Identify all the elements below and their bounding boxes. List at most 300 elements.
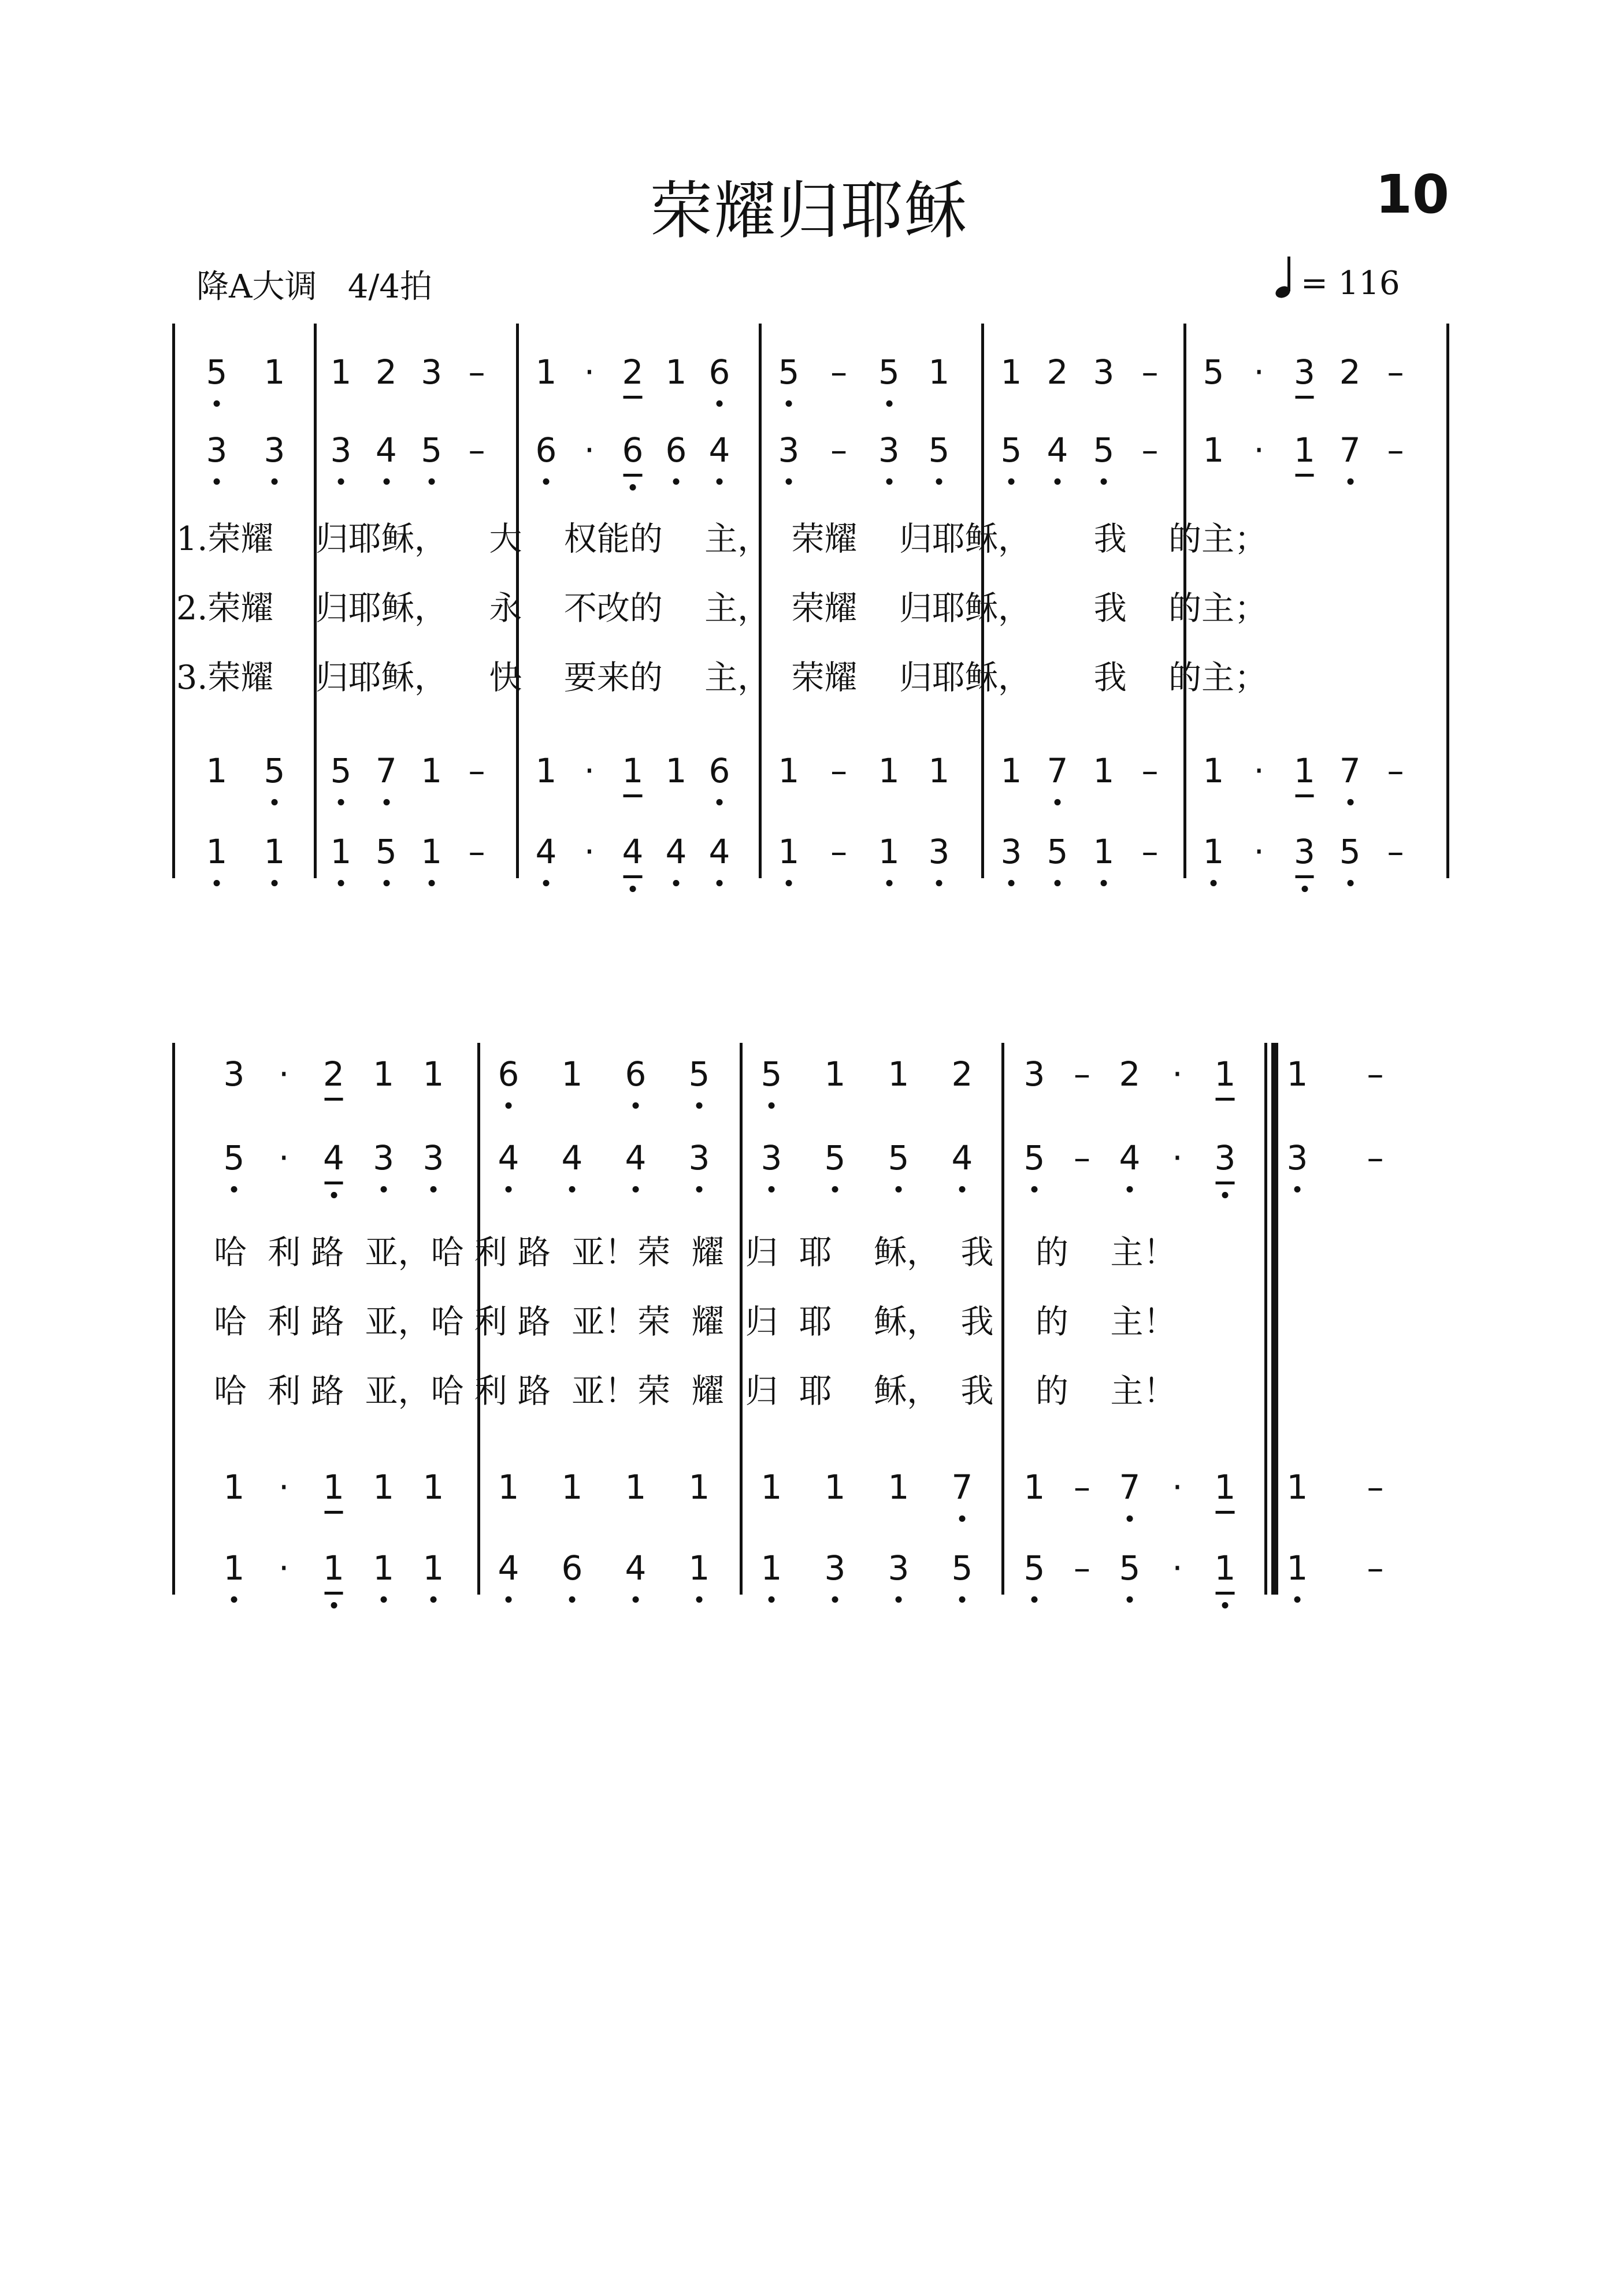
note-token	[1253, 751, 1264, 790]
low-octave-dot	[1055, 880, 1061, 886]
note-token	[778, 751, 800, 790]
note-token	[951, 1467, 973, 1507]
note-text: 1	[373, 1467, 395, 1507]
barline	[1446, 324, 1449, 878]
low-octave-dot	[1294, 1186, 1301, 1192]
note-text: 1	[535, 352, 557, 392]
note-text: 5	[1203, 352, 1224, 392]
note-text: 1	[323, 1548, 344, 1588]
note-token	[375, 832, 397, 871]
note-text: 1	[824, 1467, 846, 1507]
note-token	[1023, 1548, 1045, 1588]
note-text: 5	[928, 430, 950, 470]
note-text: 1	[561, 1467, 583, 1507]
note-text: 2	[1046, 352, 1068, 392]
note-text: 1	[330, 352, 352, 392]
note-token	[584, 430, 595, 470]
low-octave-dot	[569, 1186, 576, 1192]
note-text: 1	[824, 1054, 846, 1094]
note-token	[688, 1054, 710, 1094]
note-text: 1	[688, 1548, 710, 1588]
note-text: 6	[535, 430, 557, 470]
note-token	[330, 832, 352, 871]
note-text: ·	[1172, 1548, 1183, 1588]
note-token	[264, 430, 285, 470]
note-text: 6	[708, 352, 730, 392]
low-octave-dot	[769, 1596, 775, 1603]
low-octave-dot	[272, 799, 278, 805]
note-token	[1387, 832, 1404, 871]
note-token	[264, 751, 285, 790]
note-token	[1046, 352, 1068, 392]
note-token	[760, 1548, 782, 1588]
note-text: 1	[1203, 751, 1224, 790]
underline-mark	[324, 1182, 343, 1184]
note-token	[1286, 1138, 1308, 1177]
underline-mark	[1295, 396, 1314, 399]
note-text: 4	[323, 1138, 344, 1177]
note-token	[665, 832, 687, 871]
low-octave-dot	[1302, 886, 1308, 892]
note-token	[1141, 430, 1159, 470]
low-octave-dot	[214, 400, 220, 407]
low-octave-dot	[272, 880, 278, 886]
note-token	[323, 1467, 344, 1507]
note-text: 1	[625, 1467, 647, 1507]
underline-mark	[624, 474, 643, 477]
note-text: ·	[1172, 1467, 1183, 1507]
note-token	[665, 751, 687, 790]
note-token	[1000, 430, 1022, 470]
note-token	[279, 1548, 290, 1588]
note-text: 1	[928, 751, 950, 790]
low-octave-dot	[331, 1192, 337, 1198]
note-text: 1	[688, 1467, 710, 1507]
note-text: 2	[375, 352, 397, 392]
note-text: 1	[1214, 1467, 1236, 1507]
note-text: 5	[878, 352, 900, 392]
note-text: 1	[264, 352, 285, 392]
note-token	[206, 832, 228, 871]
note-text: 1	[206, 832, 228, 871]
note-text: ·	[1253, 352, 1264, 392]
low-octave-dot	[1211, 880, 1217, 886]
low-octave-dot	[231, 1186, 237, 1192]
note-text: –	[1387, 352, 1404, 392]
note-text: 3	[928, 832, 950, 871]
note-token	[421, 832, 443, 871]
low-octave-dot	[429, 880, 435, 886]
note-text: 1	[1286, 1467, 1308, 1507]
low-octave-dot	[633, 1102, 639, 1109]
note-text: 3	[1093, 352, 1115, 392]
note-token	[264, 832, 285, 871]
note-token	[1214, 1138, 1236, 1177]
note-token	[223, 1138, 245, 1177]
note-token	[223, 1548, 245, 1588]
note-text: –	[1367, 1467, 1384, 1507]
barline	[172, 1043, 175, 1595]
note-token	[584, 832, 595, 871]
note-text: 5	[264, 751, 285, 790]
note-text: 6	[665, 430, 687, 470]
note-text: –	[468, 832, 485, 871]
note-text: 4	[951, 1138, 973, 1177]
low-octave-dot	[896, 1186, 902, 1192]
note-text: –	[468, 352, 485, 392]
low-octave-dot	[338, 478, 344, 485]
note-token	[760, 1054, 782, 1094]
note-text: 4	[622, 832, 644, 871]
underline-mark	[1295, 794, 1314, 797]
lyric-line: 1.荣耀 归耶稣， 大 权能的 主， 荣耀 归耶稣， 我 的主；	[176, 520, 1268, 558]
note-text: 1	[878, 832, 900, 871]
note-token	[1286, 1467, 1308, 1507]
note-token	[1141, 751, 1159, 790]
note-token	[1093, 352, 1115, 392]
note-text: 1	[1286, 1054, 1308, 1094]
note-token	[1387, 430, 1404, 470]
note-text: 1	[888, 1467, 910, 1507]
low-octave-dot	[429, 478, 435, 485]
note-text: 4	[561, 1138, 583, 1177]
note-text: 1	[878, 751, 900, 790]
note-token	[708, 832, 730, 871]
low-octave-dot	[786, 880, 792, 886]
note-token	[1074, 1548, 1090, 1588]
note-text: ·	[1253, 751, 1264, 790]
page-number: 10	[1375, 164, 1450, 225]
note-token	[206, 430, 228, 470]
note-token	[928, 751, 950, 790]
note-token	[625, 1548, 647, 1588]
note-text: 6	[561, 1548, 583, 1588]
note-text: 6	[622, 430, 644, 470]
low-octave-dot	[717, 400, 723, 407]
note-token	[928, 430, 950, 470]
low-octave-dot	[959, 1186, 966, 1192]
note-text: ·	[584, 430, 595, 470]
note-text: –	[1367, 1054, 1384, 1094]
note-token	[625, 1467, 647, 1507]
note-token	[778, 352, 800, 392]
note-text: 5	[1339, 832, 1361, 871]
note-token	[223, 1054, 245, 1094]
note-text: 6	[625, 1054, 647, 1094]
lyric-line: 哈 利 路 亚，哈 利 路 亚！荣 耀 归 耶 稣， 我 的 主！	[214, 1234, 1177, 1272]
note-token	[535, 352, 557, 392]
note-text: 1	[1093, 751, 1115, 790]
low-octave-dot	[633, 1596, 639, 1603]
note-token	[1000, 832, 1022, 871]
note-token	[1286, 1548, 1308, 1588]
note-token	[561, 1138, 583, 1177]
note-text: ·	[1253, 430, 1264, 470]
note-token	[206, 751, 228, 790]
note-text: 1	[1023, 1467, 1045, 1507]
note-text: 1	[421, 832, 443, 871]
note-text: 7	[1046, 751, 1068, 790]
note-text: 1	[421, 751, 443, 790]
note-token	[688, 1138, 710, 1177]
note-text: 4	[498, 1138, 519, 1177]
low-octave-dot	[383, 478, 389, 485]
note-token	[373, 1138, 395, 1177]
note-token	[1023, 1054, 1045, 1094]
note-text: 5	[688, 1054, 710, 1094]
low-octave-dot	[431, 1186, 437, 1192]
note-text: 5	[206, 352, 228, 392]
note-token	[622, 352, 644, 392]
note-text: 1	[778, 751, 800, 790]
note-text: –	[830, 751, 848, 790]
note-token	[1172, 1548, 1183, 1588]
low-octave-dot	[886, 478, 892, 485]
note-token	[422, 1548, 444, 1588]
note-text: 3	[421, 352, 443, 392]
low-octave-dot	[1347, 880, 1353, 886]
note-token	[468, 751, 485, 790]
note-text: –	[1387, 751, 1404, 790]
note-text: 1	[1000, 751, 1022, 790]
note-text: 3	[1294, 352, 1315, 392]
note-token	[1294, 430, 1315, 470]
note-token	[1172, 1138, 1183, 1177]
final-barline-thick	[1271, 1043, 1278, 1595]
note-text: 1	[264, 832, 285, 871]
note-token	[498, 1138, 519, 1177]
note-token	[708, 430, 730, 470]
note-text: –	[1074, 1138, 1090, 1177]
note-text: ·	[279, 1138, 290, 1177]
underline-mark	[324, 1098, 343, 1101]
note-text: 7	[375, 751, 397, 790]
note-token	[422, 1054, 444, 1094]
note-text: 1	[622, 751, 644, 790]
note-token	[688, 1467, 710, 1507]
low-octave-dot	[506, 1102, 512, 1109]
note-token	[888, 1138, 910, 1177]
note-token	[830, 751, 848, 790]
low-octave-dot	[959, 1596, 966, 1603]
low-octave-dot	[769, 1186, 775, 1192]
note-token	[279, 1467, 290, 1507]
note-token	[622, 751, 644, 790]
note-text: 2	[622, 352, 644, 392]
low-octave-dot	[936, 880, 942, 886]
note-token	[951, 1054, 973, 1094]
note-text: 1	[422, 1054, 444, 1094]
note-token	[1367, 1138, 1384, 1177]
low-octave-dot	[1055, 799, 1061, 805]
note-token	[373, 1467, 395, 1507]
low-octave-dot	[673, 880, 680, 886]
note-text: 4	[535, 832, 557, 871]
note-token	[928, 352, 950, 392]
note-token	[951, 1548, 973, 1588]
note-text: 1	[1214, 1548, 1236, 1588]
low-octave-dot	[630, 886, 636, 892]
note-token	[951, 1138, 973, 1177]
low-octave-dot	[832, 1596, 838, 1603]
note-token	[778, 832, 800, 871]
note-text: 3	[824, 1548, 846, 1588]
low-octave-dot	[331, 1602, 337, 1608]
underline-mark	[1216, 1182, 1235, 1184]
note-text: 5	[1046, 832, 1068, 871]
note-token	[622, 430, 644, 470]
note-text: 3	[223, 1054, 245, 1094]
note-token	[535, 751, 557, 790]
note-token	[422, 1138, 444, 1177]
note-token	[830, 832, 848, 871]
note-text: 1	[323, 1467, 344, 1507]
low-octave-dot	[896, 1596, 902, 1603]
note-text: –	[468, 430, 485, 470]
note-token	[878, 832, 900, 871]
final-barline-thin	[1264, 1043, 1267, 1595]
note-token	[498, 1467, 519, 1507]
note-token	[1339, 352, 1361, 392]
note-token	[1203, 832, 1224, 871]
note-token	[422, 1467, 444, 1507]
low-octave-dot	[506, 1186, 512, 1192]
note-token	[824, 1548, 846, 1588]
low-octave-dot	[1031, 1186, 1038, 1192]
note-text: 4	[1046, 430, 1068, 470]
tempo-marking	[1274, 261, 1400, 305]
low-octave-dot	[1127, 1596, 1133, 1603]
low-octave-dot	[717, 799, 723, 805]
note-text: 1	[1203, 832, 1224, 871]
low-octave-dot	[959, 1515, 966, 1522]
note-token	[1214, 1467, 1236, 1507]
note-text: 1	[928, 352, 950, 392]
low-octave-dot	[383, 880, 389, 886]
note-token	[878, 430, 900, 470]
lyric-line: 哈 利 路 亚，哈 利 路 亚！荣 耀 归 耶 稣， 我 的 主！	[214, 1303, 1177, 1341]
note-text: 1	[1000, 352, 1022, 392]
underline-mark	[1295, 474, 1314, 477]
note-text: 4	[375, 430, 397, 470]
note-text: 4	[708, 430, 730, 470]
underline-mark	[324, 1511, 343, 1514]
low-octave-dot	[786, 478, 792, 485]
note-token	[223, 1467, 245, 1507]
note-token	[1046, 430, 1068, 470]
note-token	[1214, 1054, 1236, 1094]
note-text: ·	[584, 352, 595, 392]
note-text: 6	[708, 751, 730, 790]
note-text: 2	[1339, 352, 1361, 392]
underline-mark	[1216, 1511, 1235, 1514]
low-octave-dot	[886, 880, 892, 886]
note-text: 1	[1214, 1054, 1236, 1094]
note-token	[665, 352, 687, 392]
note-text: ·	[584, 751, 595, 790]
note-text: 5	[1093, 430, 1115, 470]
note-text: –	[1074, 1548, 1090, 1588]
low-octave-dot	[1127, 1515, 1133, 1522]
note-text: 5	[421, 430, 443, 470]
low-octave-dot	[696, 1596, 703, 1603]
note-token	[1093, 751, 1115, 790]
note-text: 3	[1294, 832, 1315, 871]
note-token	[498, 1054, 519, 1094]
note-token	[584, 352, 595, 392]
underline-mark	[1216, 1098, 1235, 1101]
note-token	[373, 1054, 395, 1094]
note-text: 1	[422, 1467, 444, 1507]
note-text: 5	[1023, 1548, 1045, 1588]
note-text: 1	[1294, 430, 1315, 470]
note-text: –	[830, 832, 848, 871]
low-octave-dot	[717, 880, 723, 886]
low-octave-dot	[1101, 880, 1107, 886]
note-text: 7	[1339, 751, 1361, 790]
note-text: 1	[498, 1467, 519, 1507]
note-token	[1000, 352, 1022, 392]
note-token	[888, 1467, 910, 1507]
note-text: 5	[951, 1548, 973, 1588]
note-text: 1	[373, 1548, 395, 1588]
note-text: 1	[330, 832, 352, 871]
note-text: 1	[760, 1548, 782, 1588]
note-token	[561, 1548, 583, 1588]
note-token	[830, 430, 848, 470]
note-token	[1203, 751, 1224, 790]
note-token	[622, 832, 644, 871]
note-text: –	[1141, 352, 1159, 392]
note-token	[625, 1054, 647, 1094]
note-text: ·	[279, 1054, 290, 1094]
note-token	[375, 430, 397, 470]
note-text: 1	[1286, 1548, 1308, 1588]
lyric-line: 哈 利 路 亚，哈 利 路 亚！荣 耀 归 耶 稣， 我 的 主！	[214, 1372, 1177, 1410]
low-octave-dot	[338, 799, 344, 805]
note-text: –	[1367, 1548, 1384, 1588]
note-text: 1	[223, 1548, 245, 1588]
note-text: 5	[330, 751, 352, 790]
note-token	[1093, 430, 1115, 470]
note-text: 3	[1023, 1054, 1045, 1094]
note-token	[1093, 832, 1115, 871]
low-octave-dot	[633, 1186, 639, 1192]
note-text: ·	[1253, 832, 1264, 871]
note-token	[468, 352, 485, 392]
note-text: 3	[422, 1138, 444, 1177]
note-text: –	[468, 751, 485, 790]
underline-mark	[324, 1592, 343, 1595]
underline-mark	[624, 875, 643, 878]
note-token	[584, 751, 595, 790]
note-text: 1	[888, 1054, 910, 1094]
note-text: –	[1141, 751, 1159, 790]
note-text: ·	[1172, 1138, 1183, 1177]
low-octave-dot	[1127, 1186, 1133, 1192]
low-octave-dot	[1347, 799, 1353, 805]
note-token	[1253, 352, 1264, 392]
note-text: 4	[625, 1548, 647, 1588]
note-token	[1253, 430, 1264, 470]
note-text: 4	[1119, 1138, 1141, 1177]
note-text: 3	[330, 430, 352, 470]
note-text: 5	[1119, 1548, 1141, 1588]
note-token	[1074, 1467, 1090, 1507]
note-token	[888, 1054, 910, 1094]
note-token	[1074, 1054, 1090, 1094]
low-octave-dot	[543, 478, 550, 485]
